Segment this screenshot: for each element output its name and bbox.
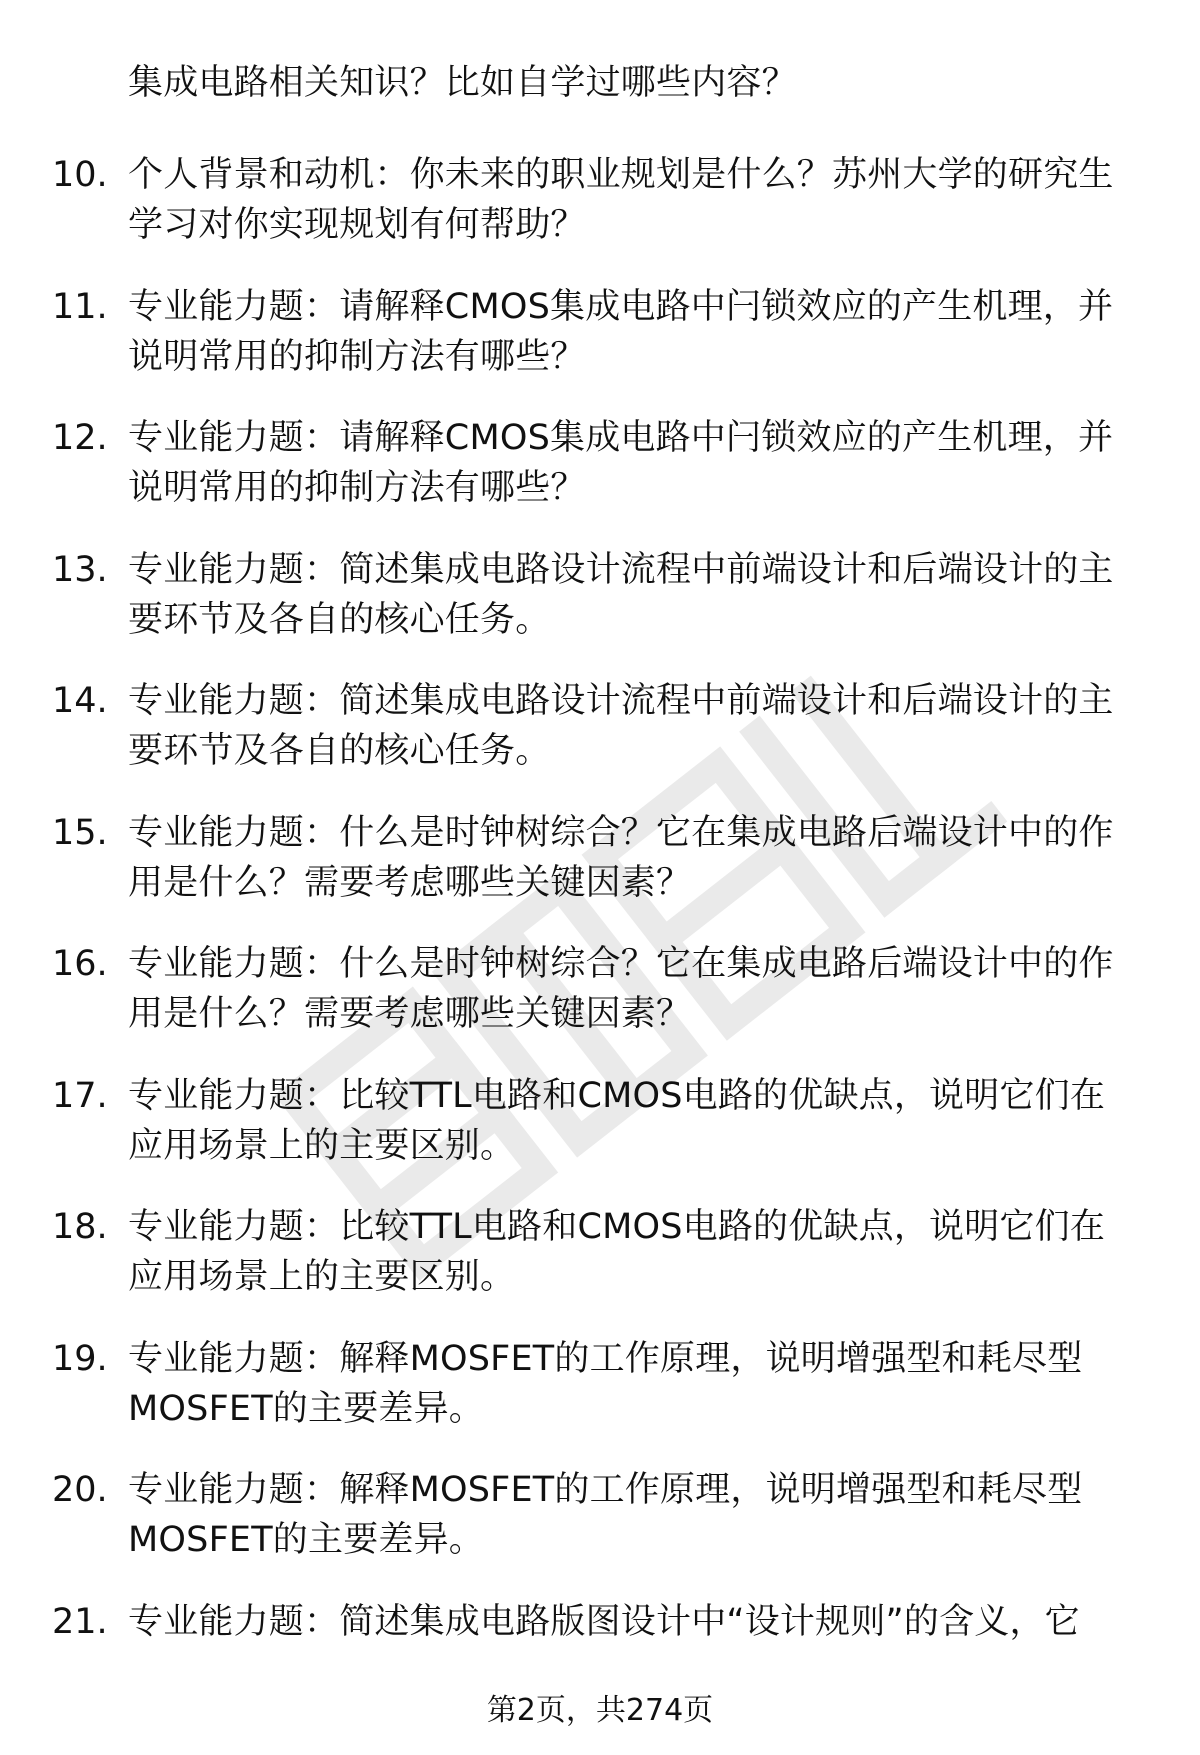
question-line: 用是什么？需要考虑哪些关键因素？ [128,862,692,903]
question-number: 13. [52,549,108,590]
question-line: 个人背景和动机：你未来的职业规划是什么？苏州大学的研究生 [128,155,1114,195]
question-text [128,939,1138,1039]
question-item [0,545,1200,677]
question-number: 16. [52,944,108,984]
continuation-line: 集成电路相关知识？比如自学过哪些内容？ [128,63,797,103]
question-item [0,676,1200,808]
question-number: 18. [52,1207,108,1247]
question-text [128,150,1138,250]
question-line: 说明常用的抑制方法有哪些？ [128,468,586,508]
question-line: 专业能力题：解释MOSFET的工作原理，说明增强型和耗尽型 [128,1338,1083,1379]
question-number: 14. [52,681,108,721]
question-line: 专业能力题：什么是时钟树综合？它在集成电路后端设计中的作 [128,944,1114,984]
question-text [128,545,1138,645]
question-line: 应用场景上的主要区别。 [128,1125,516,1166]
question-number: 19. [52,1338,108,1379]
question-text [128,1334,1138,1434]
question-text [128,413,1138,513]
question-line: 要环节及各自的核心任务。 [128,731,551,771]
question-line: 专业能力题：比较TTL电路和CMOS电路的优缺点，说明它们在 [128,1075,1106,1116]
question-item [0,808,1200,940]
question-item [0,939,1200,1071]
question-line: 用是什么？需要考虑哪些关键因素？ [128,994,692,1034]
question-line: 专业能力题：请解释CMOS集成电路中闩锁效应的产生机理，并 [128,286,1114,327]
question-item [0,1202,1200,1334]
question-line: 要环节及各自的核心任务。 [128,599,551,640]
question-text [128,676,1138,776]
question-text [128,808,1138,908]
question-list [0,150,1200,1728]
question-item [0,282,1200,414]
question-line: 说明常用的抑制方法有哪些？ [128,336,586,377]
question-item [0,413,1200,545]
question-text [128,282,1138,382]
question-item [0,1071,1200,1203]
question-number: 10. [52,155,108,195]
question-text [128,1465,1138,1565]
question-number: 11. [52,286,108,327]
question-item [0,1334,1200,1466]
question-line: 应用场景上的主要区别。 [128,1257,516,1297]
question-line: 专业能力题：简述集成电路版图设计中“设计规则”的含义，它 [128,1601,1080,1642]
question-line: 学习对你实现规划有何帮助？ [128,205,586,245]
page-footer: 第2页，共274页 [486,1693,714,1728]
question-line: MOSFET的主要差异。 [128,1520,484,1560]
question-text [128,1071,1138,1171]
question-text [128,1202,1138,1302]
question-line: 专业能力题：解释MOSFET的工作原理，说明增强型和耗尽型 [128,1470,1083,1510]
question-number: 15. [52,812,108,853]
question-line: 专业能力题：请解释CMOS集成电路中闩锁效应的产生机理，并 [128,418,1114,458]
question-line: 专业能力题：简述集成电路设计流程中前端设计和后端设计的主 [128,681,1114,721]
question-text [128,1597,1138,1647]
question-number: 17. [52,1075,108,1116]
question-line: 专业能力题：什么是时钟树综合？它在集成电路后端设计中的作 [128,812,1114,853]
question-line: MOSFET的主要差异。 [128,1388,484,1429]
question-number: 20. [52,1470,108,1510]
question-item [0,1465,1200,1597]
question-line: 专业能力题：比较TTL电路和CMOS电路的优缺点，说明它们在 [128,1207,1106,1247]
question-item [0,150,1200,282]
question-number: 21. [52,1601,108,1642]
question-line: 专业能力题：简述集成电路设计流程中前端设计和后端设计的主 [128,549,1114,590]
question-number: 12. [52,418,108,458]
